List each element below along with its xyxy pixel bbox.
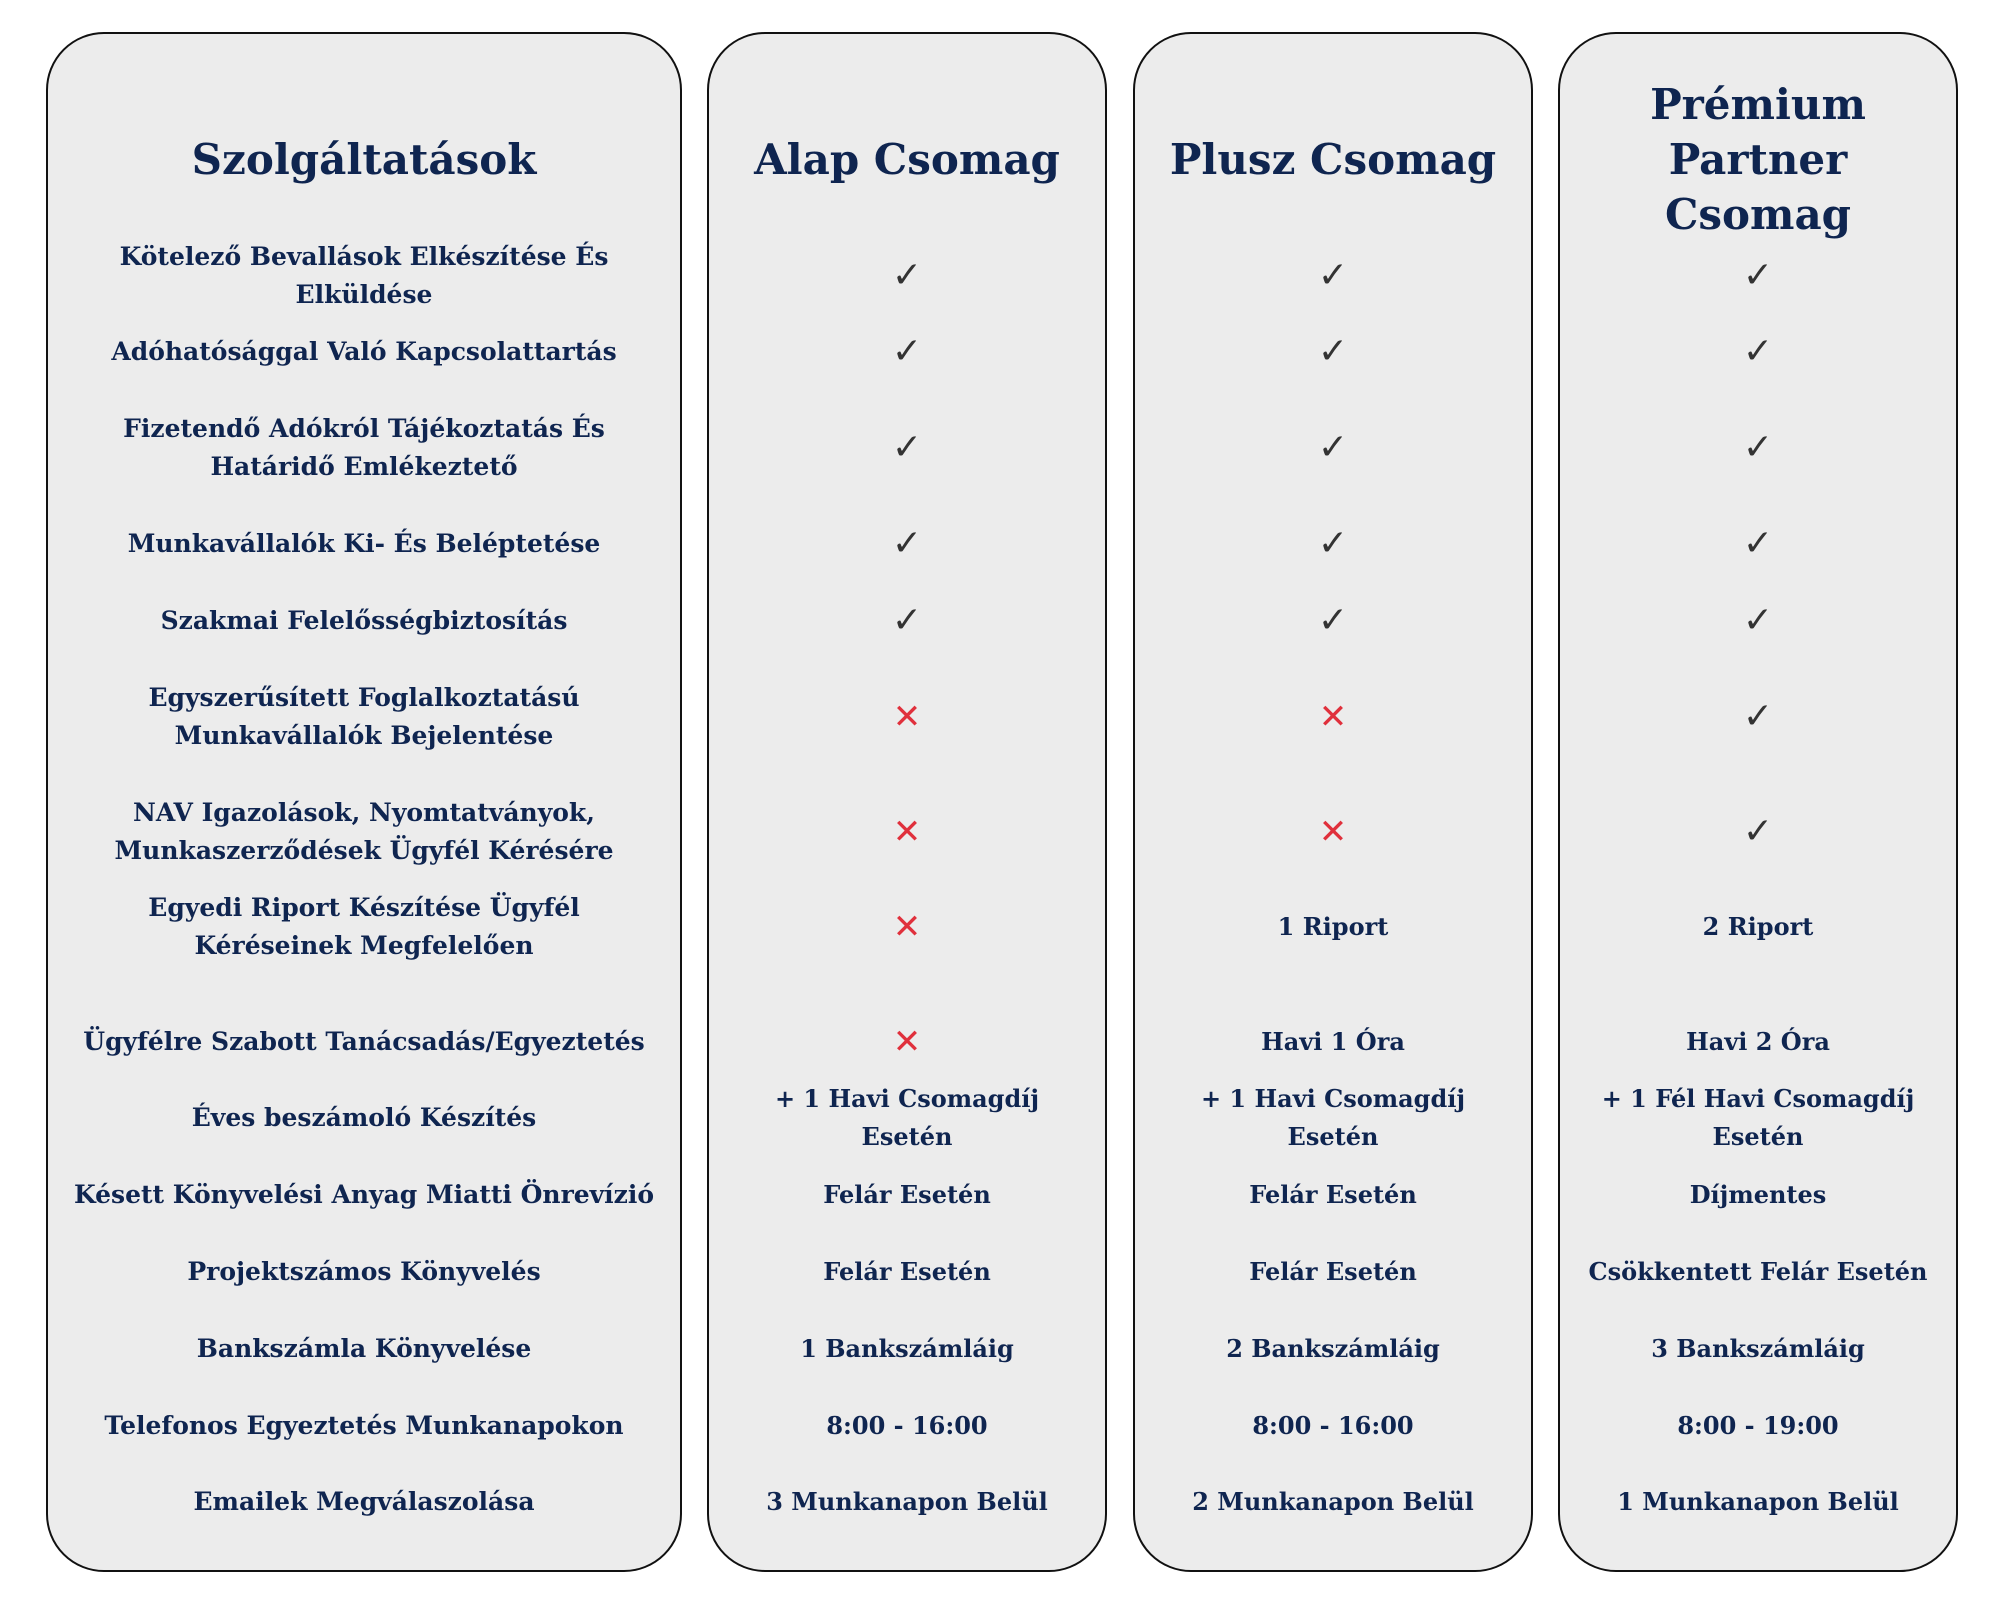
plusz-cell: 2 Bankszámláig: [1226, 1334, 1440, 1363]
service-label: Egyedi Riport Készítése Ügyfél Kéréseinek Megfelelően: [148, 893, 580, 960]
service-label: Szakmai Felelősségbiztosítás: [160, 606, 568, 635]
plusz-cell: 1 Riport: [1277, 912, 1389, 941]
check-icon: ✓: [1742, 600, 1774, 641]
service-label: Kötelező Bevallások Elkészítése És Elküldése: [119, 242, 609, 309]
check-icon: ✓: [1317, 523, 1349, 564]
plusz-package-column: [1133, 32, 1533, 1572]
check-icon: ✓: [1742, 811, 1774, 852]
check-icon: ✓: [891, 331, 923, 372]
plusz-cell: + 1 Havi Csomagdíj Esetén: [1200, 1084, 1466, 1151]
check-icon: ✓: [891, 427, 923, 468]
service-label: Egyszerűsített Foglalkoztatású Munkavállalók Bejelentése: [148, 683, 580, 750]
service-label: Késett Könyvelési Anyag Miatti Önrevízió: [73, 1180, 655, 1209]
check-icon: ✓: [891, 523, 923, 564]
plusz-package-header: Plusz Csomag: [1169, 134, 1497, 184]
cross-icon: ✕: [892, 1022, 922, 1062]
check-icon: ✓: [1317, 600, 1349, 641]
service-label: Projektszámos Könyvelés: [187, 1257, 541, 1286]
premium-cell: Csökkentett Felár Esetén: [1588, 1257, 1928, 1286]
cross-icon: ✕: [892, 907, 922, 947]
check-icon: ✓: [891, 600, 923, 641]
plusz-cell: Havi 1 Óra: [1261, 1027, 1405, 1056]
plusz-cell: 8:00 - 16:00: [1252, 1411, 1414, 1440]
service-label: Ügyfélre Szabott Tanácsadás/Egyeztetés: [83, 1027, 645, 1056]
cross-icon: ✕: [892, 812, 922, 852]
premium-cell: + 1 Fél Havi Csomagdíj Esetén: [1601, 1084, 1915, 1151]
alap-package-header: Alap Csomag: [754, 134, 1060, 184]
alap-cell: + 1 Havi Csomagdíj Esetén: [774, 1084, 1040, 1151]
premium-package-column: [1558, 32, 1958, 1572]
check-icon: ✓: [1742, 523, 1774, 564]
alap-cell: 8:00 - 16:00: [826, 1411, 988, 1440]
cross-icon: ✕: [892, 697, 922, 737]
premium-cell: 8:00 - 19:00: [1677, 1411, 1839, 1440]
service-label: Munkavállalók Ki- És Beléptetése: [127, 529, 601, 558]
check-icon: ✓: [1742, 331, 1774, 372]
service-label: Fizetendő Adókról Tájékoztatás És Határidő Emlékeztető: [123, 414, 605, 481]
check-icon: ✓: [1317, 427, 1349, 468]
alap-cell: 1 Bankszámláig: [800, 1334, 1014, 1363]
alap-cell: 3 Munkanapon Belül: [766, 1487, 1048, 1516]
service-label: Telefonos Egyeztetés Munkanapokon: [104, 1411, 624, 1440]
premium-cell: Havi 2 Óra: [1686, 1027, 1830, 1056]
plusz-cell: Felár Esetén: [1249, 1180, 1417, 1209]
check-icon: ✓: [1742, 427, 1774, 468]
alap-cell: Felár Esetén: [823, 1180, 991, 1209]
alap-cell: Felár Esetén: [823, 1257, 991, 1286]
check-icon: ✓: [1742, 696, 1774, 737]
cross-icon: ✕: [1318, 697, 1348, 737]
services-header: Szolgáltatások: [191, 134, 537, 184]
plusz-cell: Felár Esetén: [1249, 1257, 1417, 1286]
check-icon: ✓: [1317, 255, 1349, 296]
cross-icon: ✕: [1318, 812, 1348, 852]
services-column: [46, 32, 682, 1572]
check-icon: ✓: [1317, 331, 1349, 372]
premium-package-header: Prémium Partner Csomag: [1650, 79, 1866, 239]
service-label: Emailek Megválaszolása: [193, 1487, 535, 1516]
premium-cell: 2 Riport: [1702, 912, 1814, 941]
premium-cell: 1 Munkanapon Belül: [1617, 1487, 1899, 1516]
check-icon: ✓: [1742, 255, 1774, 296]
service-label: Bankszámla Könyvelése: [196, 1334, 532, 1363]
plusz-cell: 2 Munkanapon Belül: [1192, 1487, 1474, 1516]
premium-cell: 3 Bankszámláig: [1651, 1334, 1865, 1363]
premium-cell: Díjmentes: [1689, 1180, 1827, 1209]
alap-package-column: [707, 32, 1107, 1572]
service-label: Éves beszámoló Készítés: [191, 1103, 537, 1132]
service-label: Adóhatósággal Való Kapcsolattartás: [111, 337, 617, 366]
service-label: NAV Igazolások, Nyomtatványok, Munkaszerződések Ügyfél Kérésére: [114, 798, 614, 865]
check-icon: ✓: [891, 255, 923, 296]
